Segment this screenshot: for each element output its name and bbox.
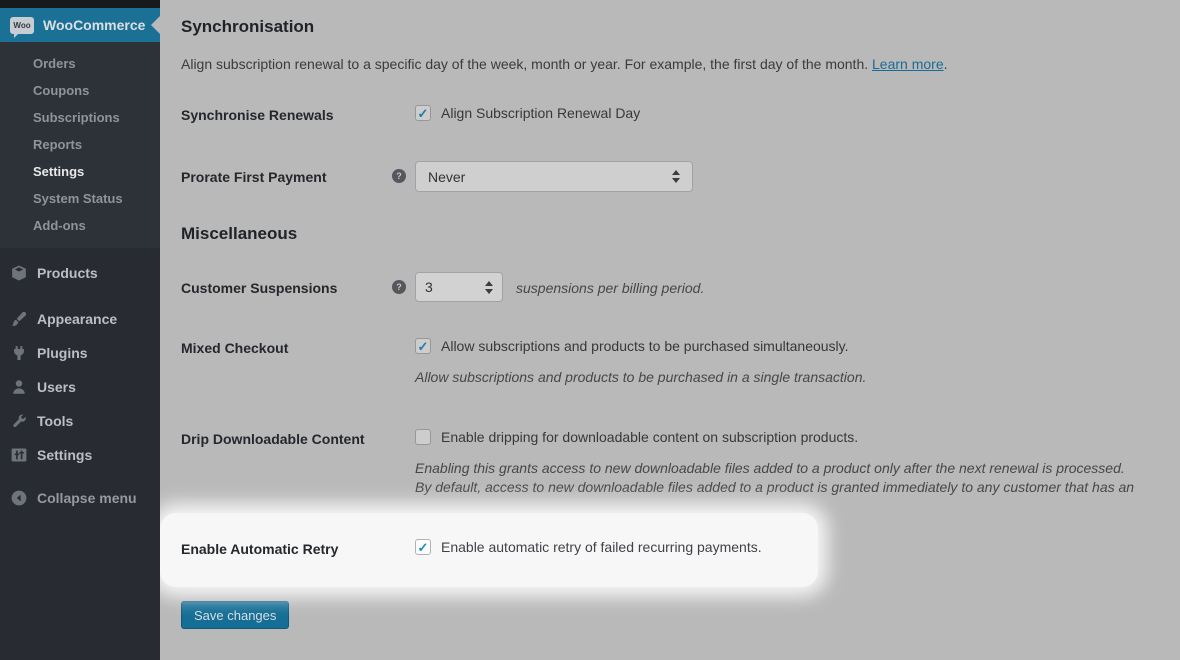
plugins-icon (10, 344, 28, 362)
prorate-first-payment-label: Prorate First Payment (181, 169, 327, 185)
drip-downloadable-checkbox-label: Enable dripping for downloadable content on subscription products. (441, 429, 859, 445)
sidebar-item-system-status[interactable]: System Status (33, 191, 123, 206)
customer-suspensions-input[interactable] (415, 272, 503, 302)
drip-downloadable-content-label: Drip Downloadable Content (181, 431, 365, 447)
sidebar-item-woocommerce[interactable] (0, 8, 160, 42)
number-stepper-icon[interactable] (485, 281, 493, 294)
sidebar-item-users[interactable] (0, 370, 160, 404)
sidebar-woocommerce-label: WooCommerce (43, 17, 146, 33)
synchronise-renewals-label: Synchronise Renewals (181, 107, 334, 123)
description-period: . (943, 56, 948, 72)
collapse-icon (10, 489, 28, 507)
sidebar-item-settings-current[interactable]: Settings (33, 164, 85, 179)
drip-downloadable-field (415, 429, 858, 445)
sidebar-item-coupons[interactable]: Coupons (33, 83, 90, 98)
select-stepper-icon (672, 170, 680, 183)
enable-automatic-retry-checkbox[interactable]: ✓ (415, 539, 431, 555)
admin-bar-edge (0, 0, 160, 8)
mixed-checkout-checkbox[interactable]: ✓ (415, 338, 431, 354)
sidebar-item-reports[interactable]: Reports (33, 137, 83, 152)
settings-content (160, 0, 1180, 660)
sidebar-item-add-ons[interactable]: Add-ons (33, 218, 86, 233)
sidebar-products-label: Products (37, 265, 98, 281)
customer-suspensions-help-icon[interactable]: ? (392, 280, 406, 294)
customer-suspensions-suffix: suspensions per billing period. (516, 280, 705, 296)
drip-description-line1: Enabling this grants access to new downloadable files added to a product only after the next renewal is processed. (415, 460, 1125, 476)
customer-suspensions-label: Customer Suspensions (181, 280, 338, 296)
prorate-select-value: Never (428, 168, 466, 185)
sidebar-appearance-label: Appearance (37, 311, 118, 327)
mixed-checkout-field (415, 338, 849, 354)
save-changes-button[interactable]: Save changes (181, 601, 289, 629)
sidebar-item-orders[interactable]: Orders (33, 56, 76, 71)
mixed-checkout-label: Mixed Checkout (181, 340, 289, 356)
sidebar-collapse-label: Collapse menu (37, 490, 137, 506)
sidebar-plugins-label: Plugins (37, 345, 88, 361)
sidebar-item-subscriptions[interactable]: Subscriptions (33, 110, 120, 125)
sidebar-item-tools[interactable] (0, 404, 160, 438)
synchronise-renewals-checkbox-label: Align Subscription Renewal Day (441, 105, 641, 121)
woocommerce-submenu (0, 42, 160, 248)
sidebar-item-settings-general[interactable] (0, 438, 160, 472)
learn-more-link[interactable]: Learn more (872, 56, 944, 72)
sidebar-item-collapse-menu[interactable] (0, 481, 160, 515)
enable-automatic-retry-checkbox-label: Enable automatic retry of failed recurring payments. (441, 539, 762, 555)
sidebar-tools-label: Tools (37, 413, 74, 429)
synchronise-renewals-checkbox[interactable]: ✓ (415, 105, 431, 121)
enable-automatic-retry-field (415, 539, 762, 555)
synchronisation-description-text: Align subscription renewal to a specific day of the week, month or year. For example, the first day of the month. (181, 56, 869, 72)
sidebar-users-label: Users (37, 379, 76, 395)
enable-automatic-retry-label: Enable Automatic Retry (181, 541, 339, 557)
appearance-icon (10, 310, 28, 328)
tools-icon (10, 412, 28, 430)
admin-main-menu (0, 248, 160, 515)
users-icon (10, 378, 28, 396)
products-icon (10, 264, 28, 282)
miscellaneous-heading: Miscellaneous (181, 224, 298, 243)
synchronisation-heading: Synchronisation (181, 17, 315, 36)
sidebar-item-products[interactable] (0, 256, 160, 290)
mixed-checkout-description: Allow subscriptions and products to be purchased in a single transaction. (415, 369, 867, 385)
admin-sidebar (0, 0, 160, 660)
drip-downloadable-checkbox[interactable] (415, 429, 431, 445)
drip-description-line2: By default, access to new downloadable files added to a product is granted immediately to any customer that has an (415, 479, 1135, 495)
woocommerce-icon: Woo (10, 17, 34, 34)
highlight-spotlight (160, 513, 818, 587)
settings-icon (10, 446, 28, 464)
prorate-help-icon[interactable]: ? (392, 169, 406, 183)
menu-separator (0, 290, 160, 302)
sidebar-item-plugins[interactable] (0, 336, 160, 370)
synchronise-renewals-field (415, 105, 640, 121)
prorate-first-payment-select[interactable] (415, 161, 693, 192)
customer-suspensions-value: 3 (425, 279, 433, 295)
synchronisation-description (181, 56, 948, 72)
mixed-checkout-checkbox-label: Allow subscriptions and products to be purchased simultaneously. (441, 338, 849, 354)
sidebar-settings-label: Settings (37, 447, 93, 463)
current-menu-arrow-icon (151, 16, 160, 34)
sidebar-item-appearance[interactable] (0, 302, 160, 336)
